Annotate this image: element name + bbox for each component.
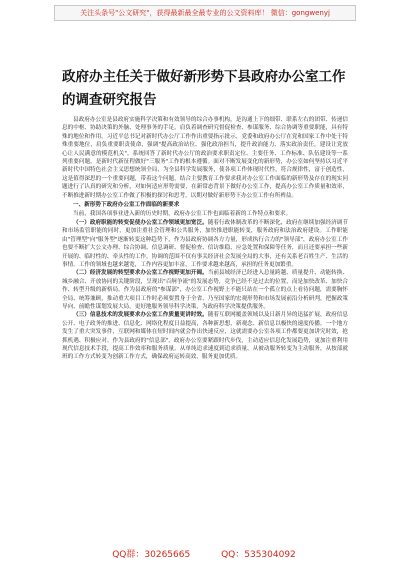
paragraph-lead: （二）经济发展的转型要求办公室工作视野更加开阔。 [73, 270, 208, 277]
promo-banner: 关注头条号"公文研究"，获得最新最全最专业的公文资料库！ 微信：gongwenyj [54, 5, 356, 21]
qq-group-text: QQ群：30265665 [112, 550, 191, 560]
document-body [62, 116, 348, 362]
body-paragraph [62, 269, 348, 311]
paragraph-text: 随着互联网覆盖领域以及日新月异的迅猛扩展，政府信息公开、电子政务的推进、信息化、网络化程度日益提高，各种新思想、新观念、新信息以极快的速度传播。一个地方发生了重大突发事件，互联网和媒体在短时间内就会作出快速反应，这就需要办公室各项工作都要更加讲究时效，抢抓机遇、积极应对。作为县政府的"信息部"，政府办公室要紧跟时代步伐，主动适应信息化发展趋势，更加注重利用现代信息技术手段，提高工作效率和服务质量。从单纯追求速度到追求质量、从被动服务转变为主动服务，从按部就班的工作方式转变为创新工作方式，确保政府运转高效，服务更加优质。 [62, 312, 348, 361]
body-paragraph: 县政府办公室是县政府实施科学决策和有效领导的综合办事机构，是沟通上下的细带、联系左右的团带、传递信息的中枢、协助决策的外脑、处理事务的手足，肩负着调查研究督促检查、参谋服务、综合协调等重要职能，具有特殊的地位和作用。习近平总书记对新时代办公厅工作作出重要指示批示，党委和政府办公厅在党和国家工作中处于特殊重要地位，肩负重要职责使命，强调"提高政治站位、强化政治担当，提升政治能力、落实政治责任，建设让党放心让人民满意的模范机关"。系统回答了新时代办公厅的政治要求职责定位、主要任务、工作标准、队伍建设等一系列重要问题，是新时代新征程做好"三服务"工作的根本遵循。面对不断发展变化的新形势，办公室如何坚持以习近平新时代中国特色社会主义思想统领全局，为全县科学发展服务，使各项工作体现时代性，符合规律性，富于创造性，这是值得深思的一个重要问题，带着这个问题，结合主要教育工作要求我对办公室工作面临的新形势及存在的现实问题进行了认真的研究和分析，对如何适应形势需要，在新常态背景下做好办公室工作，提高办公室工作质量和效率，不断推进新时期办公室工作做了积极的探讨和思考，以期对做好新形势下办公室工作有所裨益。 [62, 117, 348, 199]
body-paragraph: 当前，我国各项事业进入新的历史时期，政府办公室工作也面临着新的工作特点和要求。 [73, 211, 292, 218]
paragraph-text: 随着行政体制改革的不断深化，政府在继续加强经济调节和市场监管职能的同时，更加注重社会管理和公共服务，加快推进职能转变，服务政府和法治政府建设。工作职能由"管理型"向"服务型"逐渐转变这种趋势下，作为县政府协调各方力量，形成执行合力的"领导部"，政府办公室工作也要不断扩大公文办理、综合协调、信息调研、督促检查、信访维稳、应急处置和保障等任务，而且还要承担一些新开展的、临时性的、牵头性的工作，协调的范围不仅有事关经济社会发展全局的大事，还有关系老百姓生产、生活的事情。工作的领域也越来越宽，工作内容更加丰富，工作要求越来越高，承担的任务更加繁重。 [62, 219, 348, 268]
paragraph-lead: （三）信息技术的发展要求办公室工作质量更讲时效。 [73, 312, 208, 319]
qq-text: QQ：535304092 [221, 550, 296, 560]
paragraph-lead: （一）政府职能的转变促使办公室工作领域更加宽泛。 [73, 219, 208, 226]
body-paragraph [62, 311, 348, 361]
footer-contact [0, 548, 408, 562]
body-paragraph [62, 219, 348, 269]
section-heading: 一、新形势下政府办公室工作面临的新要求 [73, 202, 180, 209]
document-title: 政府办主任关于做好新形势下县政府办公室工作的调查研究报告 [62, 69, 346, 108]
paragraph-text: 当前县域经济已经进入总量跨越、质量提升、动能转换、城乡融合、开放协同的关键阶段，呈现出"百舸争流"的发展态势，竞争已经不是过去的位置，而是加快改革、加快合作、转型升级的新格局。作为县政府的"参谋部"，办公室工作视野上不能只站在一个孤立的点上看待问题，需要胸怀全局、统筹兼顾，推动重大项目工作时必须要置身于全省、乃至国家的宏观形势和市场发展前沿分析研判，把握政策导向、前瞻性谋划发展大局，更好地服务领导科学决策，为政府科学决策提供服务。 [62, 270, 348, 310]
